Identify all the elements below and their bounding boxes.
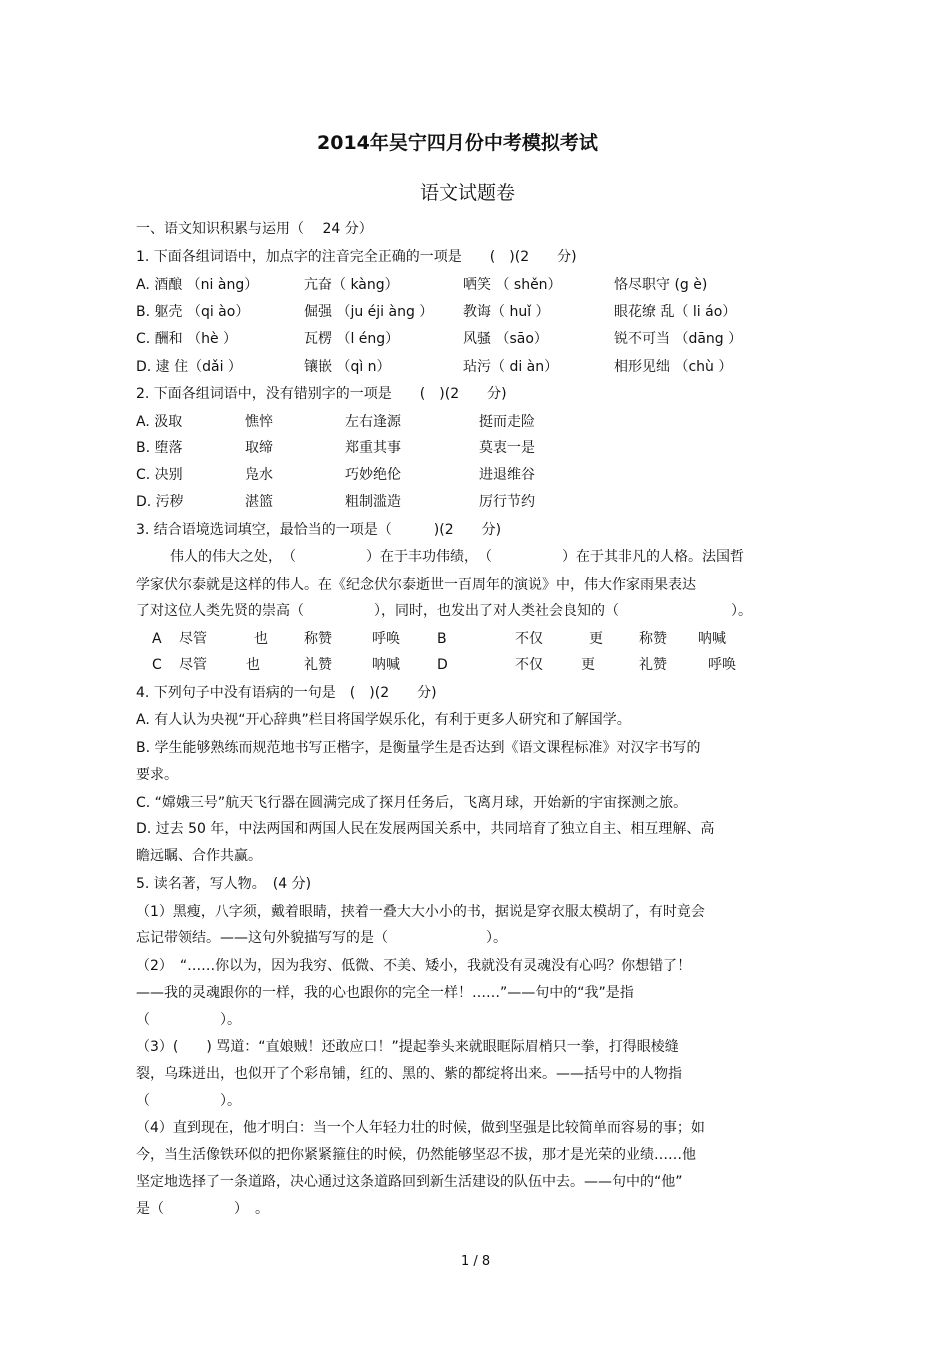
q3-opt-b-w1: 不仅 — [515, 631, 543, 647]
q2-b-4: 莫衷一是 — [479, 440, 535, 456]
question-5-part-4-blank: 是（ ） 。 — [136, 1201, 269, 1217]
q2-d-3: 粗制滥造 — [345, 494, 401, 510]
q1-d-2: 镶嵌 （qì n） — [304, 359, 391, 375]
q2-d-1: D. 污秽 — [136, 494, 184, 510]
q2-c-4: 进退维谷 — [479, 467, 535, 483]
q3-opt-d-w4: 呼唤 — [708, 657, 736, 673]
q1-b-1: B. 躯壳 （qi ào） — [136, 304, 250, 320]
q3-opt-a-w1: 尽管 — [179, 631, 207, 647]
q2-b-3: 郑重其事 — [345, 440, 401, 456]
q1-d-3: 玷污（ di àn） — [463, 359, 559, 375]
q2-b-1: B. 堕落 — [136, 440, 183, 456]
question-4-option-b-cont: 要求。 — [136, 767, 178, 783]
q1-a-4: 恪尽职守 (g è) — [614, 277, 708, 293]
question-4-option-d-cont: 瞻远瞩、合作共赢。 — [136, 848, 262, 864]
question-4-option-d: D. 过去 50 年，中法两国和两国人民在发展两国关系中，共同培育了独立自主、相互理解、高 — [136, 821, 715, 837]
q2-a-3: 左右逢源 — [345, 414, 401, 430]
question-5-part-1-cont: 忘记带领结。——这句外貌描写写的是（ ）。 — [136, 930, 507, 946]
q3-opt-d-letter: D — [437, 657, 448, 673]
q3-opt-a-letter: A — [152, 631, 162, 647]
q1-d-1: D. 逮 住（dǎi ） — [136, 359, 242, 375]
q1-a-2: 亢奋（ kàng） — [304, 277, 399, 293]
question-1-stem: 1. 下面各组词语中，加点字的注音完全正确的一项是 ( )(2 分) — [136, 249, 577, 265]
q3-opt-b-w3: 称赞 — [639, 631, 667, 647]
q3-opt-c-w2: 也 — [246, 657, 260, 673]
question-3-passage-line-1: 伟人的伟大之处， （ ）在于丰功伟绩， （ ）在于其非凡的人格。法国哲 — [170, 549, 744, 565]
q1-d-4: 相形见绌 （chù ） — [614, 359, 733, 375]
q3-opt-c-w1: 尽管 — [179, 657, 207, 673]
q1-a-1: A. 酒酿 （ni àng） — [136, 277, 259, 293]
q1-b-2: 倔强 （ju éji àng ） — [304, 304, 434, 320]
section-heading: 一、语文知识积累与运用（ 24 分） — [136, 221, 373, 237]
q3-opt-d-w2: 更 — [581, 657, 595, 673]
question-5-part-2-cont: ——我的灵魂跟你的一样，我的心也跟你的完全一样！……”——句中的“我”是指 — [136, 985, 634, 1001]
q1-c-4: 锐不可当 （dāng ） — [614, 331, 743, 347]
q3-opt-a-w2: 也 — [254, 631, 268, 647]
q1-c-2: 瓦楞 （l éng） — [304, 331, 400, 347]
q3-opt-a-w4: 呼唤 — [372, 631, 400, 647]
question-5-part-3: （3）( ) 骂道：“直娘贼！还敢应口！”提起拳头来就眼眶际眉梢只一拳，打得眼棱缝 — [136, 1039, 679, 1055]
q3-opt-c-w3: 礼赞 — [304, 657, 332, 673]
q2-d-4: 厉行节约 — [479, 494, 535, 510]
question-5-part-4-cont-2: 坚定地选择了一条道路，决心通过这条道路回到新生活建设的队伍中去。——句中的“他” — [136, 1174, 683, 1190]
question-5-part-3-blank: （ ）。 — [136, 1093, 241, 1109]
q3-opt-b-letter: B — [437, 631, 447, 647]
q3-opt-d-w1: 不仅 — [515, 657, 543, 673]
q2-a-4: 挺而走险 — [479, 414, 535, 430]
q1-b-4: 眼花缭 乱（ li áo） — [614, 304, 737, 320]
question-5-part-4-cont-1: 今，当生活像铁环似的把你紧紧箍住的时候，仍然能够坚忍不拔，那才是光荣的业绩……他 — [136, 1147, 696, 1163]
question-3-stem: 3. 结合语境选词填空，最恰当的一项是（ )(2 分) — [136, 522, 502, 538]
question-4-option-c: C. “嫦娥三号”航天飞行器在圆满完成了探月任务后，飞离月球，开始新的宇宙探测之旅。 — [136, 795, 688, 811]
q2-d-2: 湛篮 — [245, 494, 273, 510]
q1-a-3: 哂笑 （ shěn） — [463, 277, 562, 293]
question-2-stem: 2. 下面各组词语中，没有错别字的一项是 ( )(2 分) — [136, 386, 507, 402]
question-3-passage-line-2: 学家伏尔泰就是这样的伟人。在《纪念伏尔泰逝世一百周年的演说》中，伟大作家雨果表达 — [136, 577, 696, 593]
question-5-part-4: （4）直到现在，他才明白：当一个人年轻力壮的时候，做到坚强是比较简单而容易的事；如 — [136, 1120, 705, 1136]
q3-opt-a-w3: 称赞 — [304, 631, 332, 647]
q1-c-3: 风骚 （sāo） — [463, 331, 548, 347]
question-5-part-2: （2） “……你以为，因为我穷、低微、不美、矮小，我就没有灵魂没有心吗？你想错了！ — [136, 958, 692, 974]
q2-b-2: 取缔 — [245, 440, 273, 456]
question-5-part-1: （1）黑瘦，八字须，戴着眼睛，挟着一叠大大小小的书，据说是穿衣服太模胡了，有时竟会 — [136, 904, 705, 920]
q2-c-3: 巧妙绝伦 — [345, 467, 401, 483]
q3-opt-b-w4: 呐喊 — [698, 631, 726, 647]
question-5-part-3-cont: 裂，乌珠迸出，也似开了个彩帛铺，红的、黑的、紫的都绽将出来。——括号中的人物指 — [136, 1066, 682, 1082]
q2-c-1: C. 决别 — [136, 467, 183, 483]
question-5-part-2-blank: （ ）。 — [136, 1012, 241, 1028]
q3-opt-c-letter: C — [152, 657, 162, 673]
q2-a-2: 憔悴 — [245, 414, 273, 430]
q3-opt-d-w3: 礼赞 — [639, 657, 667, 673]
q1-b-3: 教诲（ huǐ ） — [463, 304, 550, 320]
question-4-stem: 4. 下列句子中没有语病的一句是 ( )(2 分) — [136, 685, 437, 701]
question-4-option-a: A. 有人认为央视“开心辞典”栏目将国学娱乐化，有利于更多人研究和了解国学。 — [136, 712, 631, 728]
page-title: 2014年吴宁四月份中考模拟考试 — [317, 132, 598, 154]
page-subtitle: 语文试题卷 — [420, 182, 516, 204]
q3-opt-c-w4: 呐喊 — [372, 657, 400, 673]
q2-a-1: A. 汲取 — [136, 414, 183, 430]
question-3-passage-line-3: 了对这位人类先贤的崇高（ ），同时，也发出了对人类社会良知的（ ）。 — [136, 603, 752, 619]
q3-opt-b-w2: 更 — [589, 631, 603, 647]
question-4-option-b: B. 学生能够熟练而规范地书写正楷字，是衡量学生是否达到《语文课程标准》对汉字书写的 — [136, 740, 701, 756]
page-number: 1 / 8 — [461, 1254, 491, 1269]
q2-c-2: 凫水 — [245, 467, 273, 483]
q1-c-1: C. 酬和 （hè ） — [136, 331, 238, 347]
question-5-stem: 5. 读名著，写人物。 (4 分) — [136, 876, 312, 892]
